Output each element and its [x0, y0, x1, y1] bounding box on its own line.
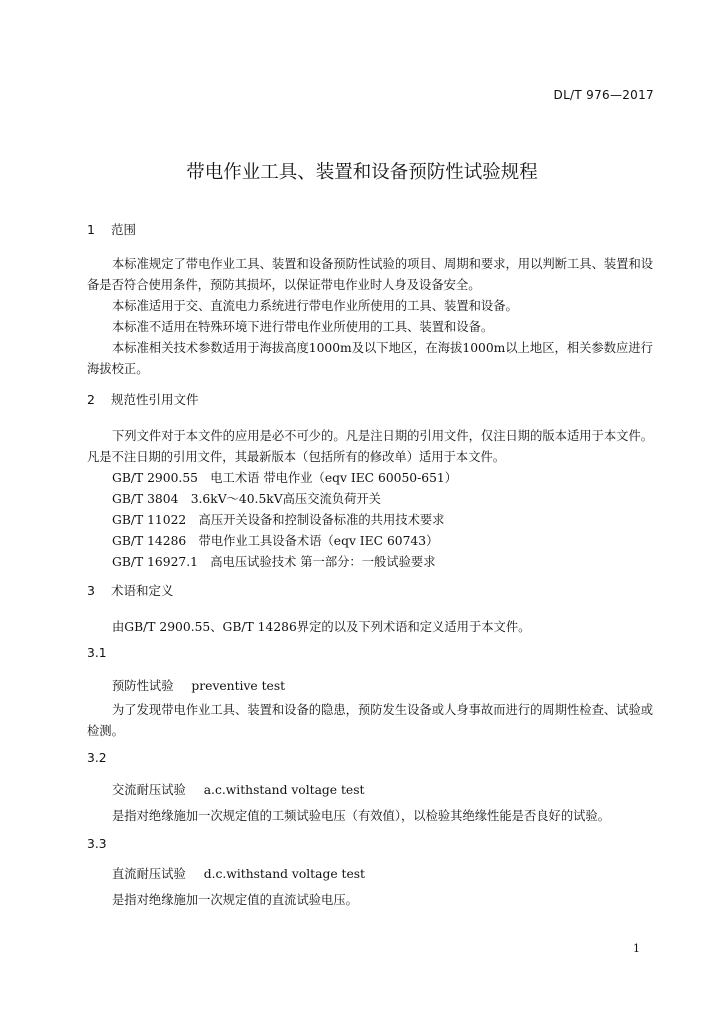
subsection-number: 3.1 [87, 646, 107, 660]
section-number: 3 [87, 583, 95, 598]
paragraph: 本标准不适用在特殊环境下进行带电作业所使用的工具、装置和设备。 [112, 320, 494, 334]
standard-code: DL/T 976—2017 [553, 88, 654, 102]
reference-item: GB/T 3804 3.6kV～40.5kV高压交流负荷开关 [112, 492, 381, 506]
subsection-number: 3.3 [87, 837, 107, 851]
paragraph: 本标准相关技术参数适用于海拔高度1000m及以下地区，在海拔1000m以上地区，相关参数应进行海拔校正。 [87, 341, 653, 376]
section-3-heading [87, 581, 174, 599]
section-number: 2 [87, 392, 95, 407]
term [112, 780, 364, 798]
term-definition [87, 890, 657, 911]
term-zh: 交流耐压试验 [112, 783, 186, 797]
section-number: 1 [87, 222, 95, 237]
paragraph: 是指对绝缘施加一次规定值的直流试验电压。 [112, 893, 358, 907]
term [112, 676, 285, 694]
section-3-intro [87, 617, 657, 638]
paragraph: 本标准适用于交、直流电力系统进行带电作业所使用的工具、装置和设备。 [112, 299, 518, 313]
term-zh: 直流耐压试验 [112, 867, 186, 881]
paragraph: 本标准规定了带电作业工具、装置和设备预防性试验的项目、周期和要求，用以判断工具、装置和设备是否符合使用条件，预防其损坏，以保证带电作业时人身及设备安全。 [87, 257, 654, 292]
term-en: a.c.withstand voltage test [203, 783, 365, 797]
section-2-body [87, 426, 657, 573]
section-2-heading [87, 390, 199, 408]
reference-list [87, 468, 657, 573]
section-1-heading [87, 220, 136, 238]
reference-item: GB/T 16927.1 高电压试验技术 第一部分：一般试验要求 [112, 555, 436, 569]
term-en: preventive test [191, 679, 286, 693]
paragraph: 下列文件对于本文件的应用是必不可少的。凡是注日期的引用文件，仅注日期的版本适用于本文件。凡是不注日期的引用文件，其最新版本（包括所有的修改单）适用于本文件。 [87, 429, 654, 464]
section-1-body [87, 254, 657, 380]
section-title: 规范性引用文件 [110, 392, 199, 407]
term-en: d.c.withstand voltage test [203, 867, 365, 881]
section-title: 范围 [110, 222, 136, 237]
document-title: 带电作业工具、装置和设备预防性试验规程 [186, 162, 538, 183]
paragraph: 由GB/T 2900.55、GB/T 14286界定的以及下列术语和定义适用于本文件。 [112, 620, 531, 634]
subsection-number: 3.2 [87, 751, 107, 765]
paragraph: 是指对绝缘施加一次规定值的工频试验电压（有效值），以检验其绝缘性能是否良好的试验。 [112, 809, 611, 823]
paragraph: 为了发现带电作业工具、装置和设备的隐患，预防发生设备或人身事故而进行的周期性检查、试验或检测。 [87, 703, 654, 738]
term-definition [87, 806, 657, 827]
page-number: 1 [633, 942, 640, 955]
term-zh: 预防性试验 [112, 679, 174, 693]
reference-item: GB/T 11022 高压开关设备和控制设备标准的共用技术要求 [112, 513, 445, 527]
reference-item: GB/T 14286 带电作业工具设备术语（eqv IEC 60743） [112, 534, 439, 548]
term-definition [87, 700, 657, 742]
reference-item: GB/T 2900.55 电工术语 带电作业（eqv IEC 60050-651） [112, 471, 458, 485]
section-title: 术语和定义 [110, 583, 174, 598]
term [112, 864, 365, 882]
